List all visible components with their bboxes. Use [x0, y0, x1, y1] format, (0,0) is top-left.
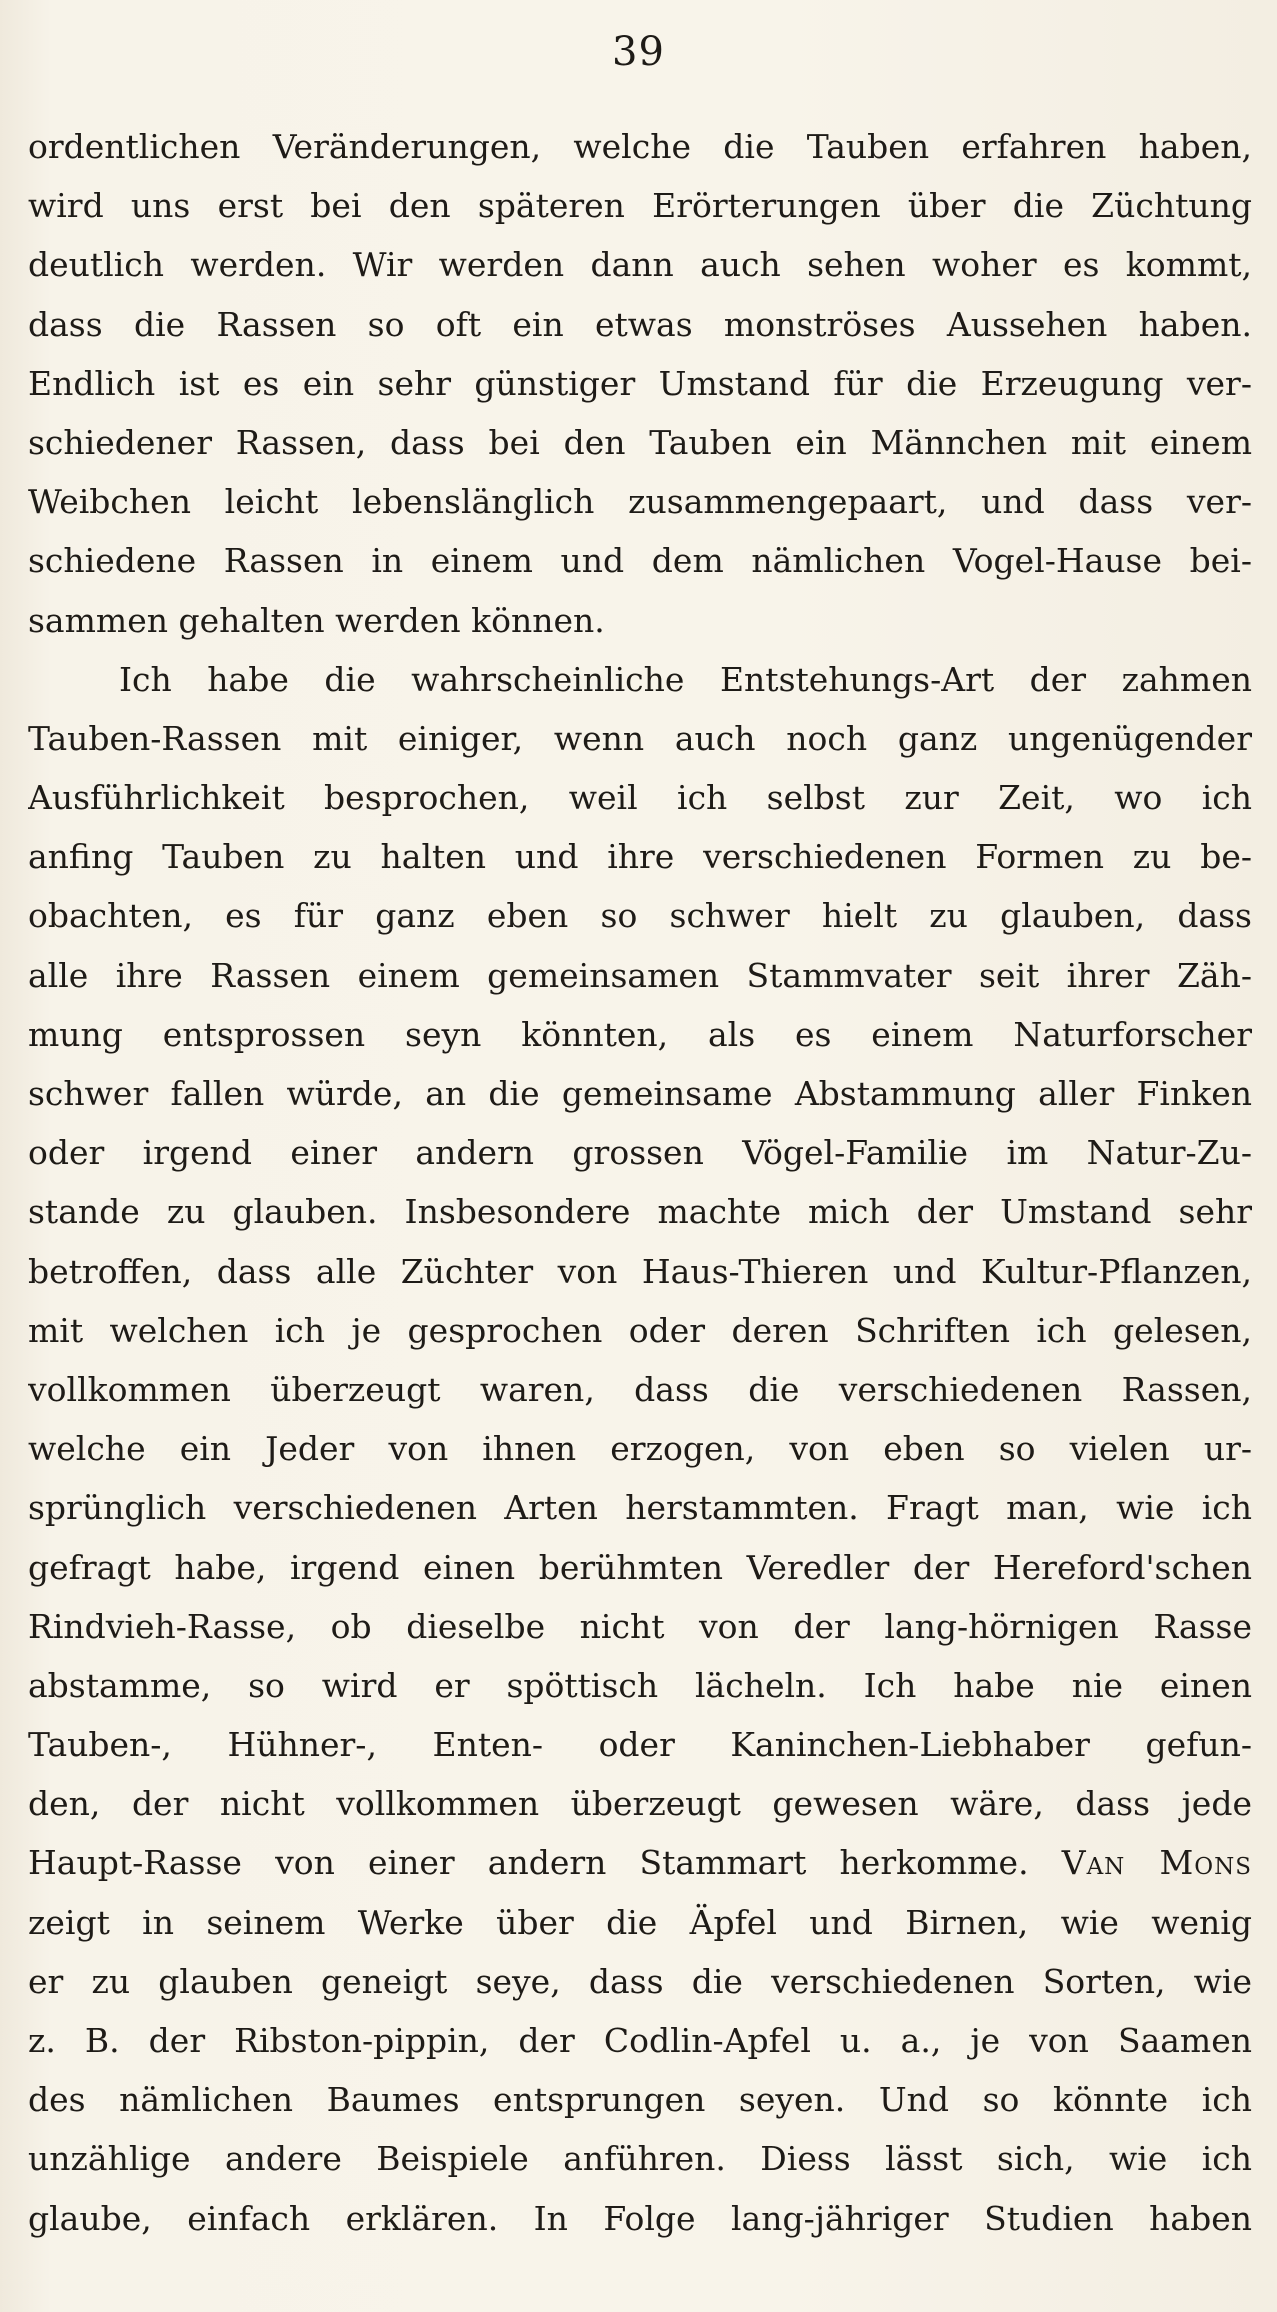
text-line-with-author: [28, 1833, 1252, 1892]
text-line: abstamme, so wird er spöttisch lächeln. Ich habe nie einen: [28, 1665, 1252, 1705]
paragraph-first-line: Ich habe die wahrscheinliche Entstehungs-Art der zahmen: [119, 659, 1252, 699]
text-line: zeigt in seinem Werke über die Äpfel und Birnen, wie wenig: [28, 1902, 1252, 1942]
body-text: [28, 117, 1252, 2248]
text-line: ordentlichen Veränderungen, welche die Tauben erfahren haben,: [28, 127, 1252, 166]
text-line: stande zu glauben. Insbesondere machte mich der Umstand sehr: [28, 1192, 1252, 1232]
paragraph-last-line: sammen gehalten werden können.: [28, 600, 605, 640]
page-number: 39: [612, 29, 665, 75]
text-line: sprünglich verschiedenen Arten herstammten. Fragt man, wie ich: [28, 1488, 1252, 1528]
text-line: alle ihre Rassen einem gemeinsamen Stammvater seit ihrer Zäh-: [28, 955, 1252, 995]
text-line: z. B. der Ribston-pippin, der Codlin-Apfel u. a., je von Saamen: [28, 2021, 1252, 2060]
text-line: Rindvieh-Rasse, ob dieselbe nicht von der lang-hörnigen Rasse: [28, 1606, 1252, 1646]
text-line: Weibchen leicht lebenslänglich zusammengepaart, und dass ver-: [28, 482, 1252, 522]
text-line: obachten, es für ganz eben so schwer hielt zu glauben, dass: [28, 896, 1252, 936]
text-line: Tauben-, Hühner-, Enten- oder Kaninchen-Liebhaber gefun-: [28, 1725, 1252, 1765]
text-line: deutlich werden. Wir werden dann auch sehen woher es kommt,: [28, 245, 1252, 285]
text-line: mit welchen ich je gesprochen oder deren Schriften ich gelesen,: [28, 1310, 1252, 1350]
text-line: anfing Tauben zu halten und ihre verschiedenen Formen zu be-: [28, 837, 1252, 877]
text-line: des nämlichen Baumes entsprungen seyen. Und so könnte ich: [28, 2080, 1252, 2120]
text-line: schiedener Rassen, dass bei den Tauben ein Männchen mit einem: [28, 422, 1252, 462]
text-line: Tauben-Rassen mit einiger, wenn auch noch ganz ungenügender: [28, 718, 1252, 758]
text-line: glaube, einfach erklären. In Folge lang-jähriger Studien haben: [28, 2198, 1252, 2238]
text-line: wird uns erst bei den späteren Erörterungen über die Züchtung: [28, 186, 1252, 226]
text-line: Endlich ist es ein sehr günstiger Umstand für die Erzeugung ver-: [28, 363, 1252, 403]
text-line: den, der nicht vollkommen überzeugt gewesen wäre, dass jede: [28, 1784, 1252, 1824]
text-line: mung entsprossen seyn könnten, als es einem Naturforscher: [28, 1014, 1252, 1054]
text-line: dass die Rassen so oft ein etwas monströses Aussehen haben.: [28, 304, 1252, 344]
line-text: Haupt-Rasse von einer andern Stammart herkomme.: [28, 1843, 1062, 1883]
text-line: schwer fallen würde, an die gemeinsame Abstammung aller Finken: [28, 1074, 1252, 1113]
text-line: gefragt habe, irgend einen berühmten Veredler der Hereford'schen: [28, 1547, 1252, 1587]
author-name: Van Mons: [1061, 1843, 1252, 1883]
text-line: unzählige andere Beispiele anführen. Diess lässt sich, wie ich: [28, 2139, 1252, 2179]
text-line: betroffen, dass alle Züchter von Haus-Thieren und Kultur-Pflanzen,: [28, 1251, 1252, 1291]
text-line: oder irgend einer andern grossen Vögel-Familie im Natur-Zu-: [28, 1133, 1252, 1173]
text-line: schiedene Rassen in einem und dem nämlichen Vogel-Hause bei-: [28, 541, 1252, 581]
text-line: er zu glauben geneigt seye, dass die verschiedenen Sorten, wie: [28, 1961, 1252, 2001]
text-line: Ausführlichkeit besprochen, weil ich selbst zur Zeit, wo ich: [28, 778, 1252, 818]
text-line: welche ein Jeder von ihnen erzogen, von eben so vielen ur-: [28, 1429, 1252, 1469]
text-line: vollkommen überzeugt waren, dass die verschiedenen Rassen,: [28, 1369, 1252, 1409]
